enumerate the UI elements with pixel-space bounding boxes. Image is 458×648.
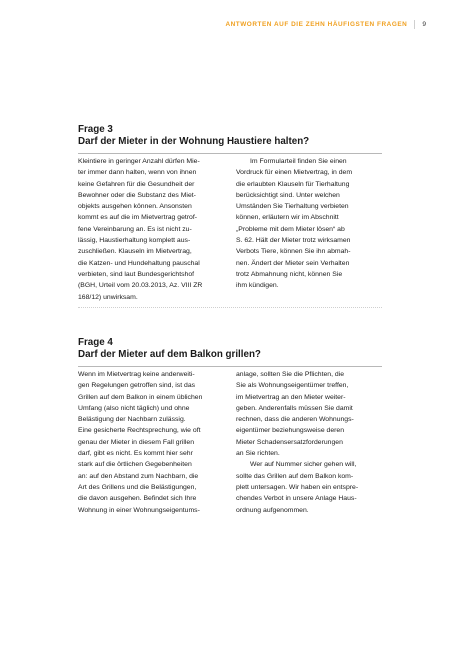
text-line: kommt es auf die im Mietvertrag getrof- — [78, 214, 198, 222]
text-line: die erlaubten Klauseln für Tierhaltung — [236, 180, 350, 188]
text-line: im Mietvertrag an den Mieter weiter- — [236, 393, 346, 401]
text-line: Mieter Schadensersatzforderungen — [236, 438, 343, 446]
question-3-label: Frage 3 — [78, 124, 113, 135]
text-line: an Sie richten. — [236, 450, 280, 458]
text-line: „Probleme mit dem Mieter lösen“ ab — [236, 225, 345, 233]
text-line: Bewohner oder die Substanz des Miet- — [78, 191, 196, 199]
text-line: die davon ausgehen. Befindet sich Ihre — [78, 495, 197, 503]
question-4-label: Frage 4 — [78, 337, 113, 348]
question-3-end-rule — [78, 307, 382, 308]
text-line: ordnung aufgenommen. — [236, 506, 309, 514]
text-line: eigentümer beziehungsweise deren — [236, 427, 345, 435]
text-line: S. 62. Hält der Mieter trotz wirksamen — [236, 237, 351, 245]
text-line: nen. Ändert der Mieter sein Verhalten — [236, 259, 350, 267]
text-line: ihm kündigen. — [236, 282, 279, 290]
text-line: darf, gibt es nicht. Es kommt hier sehr — [78, 450, 193, 458]
text-line: berücksichtigt sind. Unter welchen — [236, 191, 340, 199]
text-line: stark auf die örtlichen Gegebenheiten — [78, 461, 192, 469]
text-line: ter immer dann halten, wenn von ihnen — [78, 169, 197, 177]
text-line: Wenn im Mietvertrag keine anderweiti- — [78, 371, 195, 378]
text-line: verbieten, sind laut Bundesgerichtshof — [78, 270, 195, 278]
text-line: rechnen, dass die anderen Wohnungs- — [236, 416, 354, 424]
question-3-title: Darf der Mieter in der Wohnung Haustiere halten? — [78, 136, 310, 147]
text-line: Verbots Tiere, können Sie ihn abmah- — [236, 248, 351, 256]
text-line: an: auf den Abstand zum Nachbarn, die — [78, 472, 199, 480]
text-line: sollte das Grillen auf dem Balkon kom- — [236, 472, 354, 480]
question-3-column-left — [78, 156, 224, 303]
text-line: keine Gefahren für die Gesundheit der — [78, 180, 195, 188]
text-line: plett untersagen. Wir haben ein entspre- — [236, 483, 359, 491]
text-line: Umständen Sie Tierhaltung verbieten — [236, 203, 349, 211]
text-line: Vordruck für einen Mietvertrag, in dem — [236, 169, 353, 177]
question-4-column-left — [78, 369, 224, 516]
text-line: Wer auf Nummer sicher gehen will, — [250, 461, 357, 469]
text-line: Belästigung der Nachbarn zulässig. — [78, 416, 186, 424]
text-line: trotz Abmahnung nicht, können Sie — [236, 270, 343, 278]
text-line: Eine gesicherte Rechtsprechung, wie oft — [78, 427, 201, 435]
text-line: (BGH, Urteil vom 20.03.2013, Az. VIII ZR — [78, 282, 203, 290]
text-line: 168/12) unwirksam. — [78, 293, 138, 301]
text-line: Grillen auf dem Balkon in einem üblichen — [78, 393, 203, 401]
text-line: geben. Anderenfalls müssen Sie damit — [236, 404, 353, 412]
question-3-column-right — [236, 156, 382, 292]
text-line: die Katzen- und Hundehaltung pauschal — [78, 259, 200, 267]
text-line: Sie als Wohnungseigentümer treffen, — [236, 382, 349, 390]
question-3-rule — [78, 153, 382, 154]
text-line: Im Formularteil finden Sie einen — [250, 158, 347, 165]
text-line: fene Vereinbarung an. Es ist nicht zu- — [78, 225, 192, 233]
text-line: objekts ausgehen können. Ansonsten — [78, 203, 192, 211]
text-line: lässig, Haustierhaltung komplett aus- — [78, 237, 191, 245]
text-line: können, erläutern wir im Abschnitt — [236, 214, 339, 222]
text-line: genau der Mieter in diesem Fall grillen — [78, 438, 195, 446]
header-divider — [414, 20, 415, 29]
text-line: Umfang (also nicht täglich) und ohne — [78, 404, 190, 412]
question-4-column-right — [236, 369, 382, 516]
text-line: gen Regelungen getroffen sind, ist das — [78, 382, 196, 390]
text-line: Art des Grillens und die Belästigungen, — [78, 483, 197, 491]
text-line: chendes Verbot in unsere Anlage Haus- — [236, 495, 357, 503]
text-line: zuschließen. Klauseln im Mietvertrag, — [78, 248, 192, 256]
text-line: Kleintiere in geringer Anzahl dürfen Mie- — [78, 158, 200, 165]
text-line: Wohnung in einer Wohnungseigentums- — [78, 506, 200, 514]
page-number: 9 — [422, 21, 426, 28]
question-4-title: Darf der Mieter auf dem Balkon grillen? — [78, 349, 261, 360]
running-header — [225, 20, 426, 29]
running-title: ANTWORTEN AUF DIE ZEHN HÄUFIGSTEN FRAGEN — [225, 21, 408, 28]
text-line: anlage, sollten Sie die Pflichten, die — [236, 371, 345, 378]
question-4-rule — [78, 366, 382, 367]
